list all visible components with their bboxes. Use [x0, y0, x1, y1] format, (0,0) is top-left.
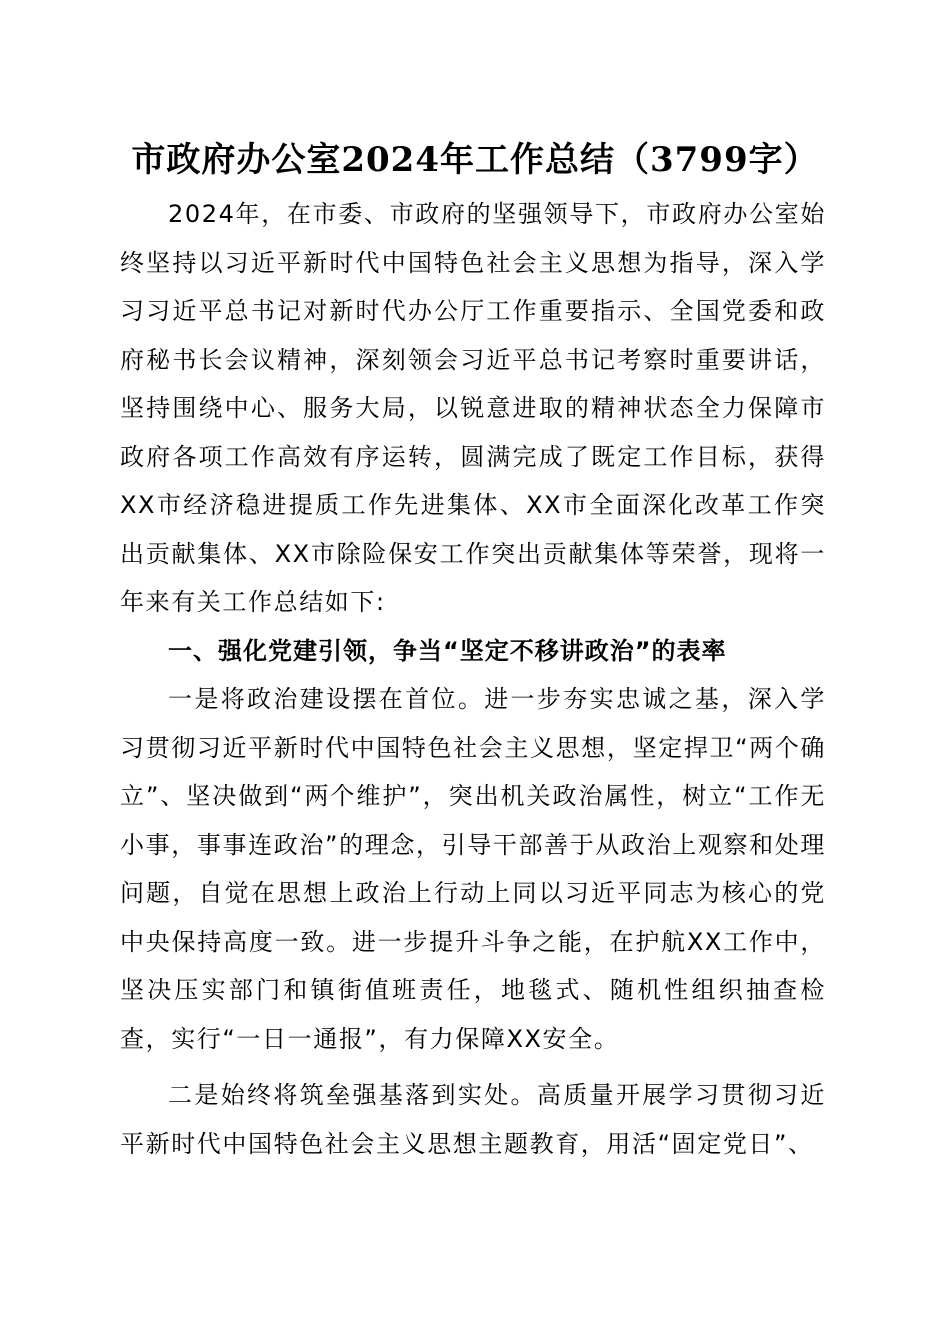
document-body: [120, 190, 826, 1168]
body-paragraph: 一是将政治建设摆在首位。进一步夯实忠诚之基，深入学习贯彻习近平新时代中国特色社会主义思想，坚定捍卫“两个确立”、坚决做到“两个维护”，突出机关政治属性，树立“工作无小事，事事连政治”的理念，引导干部善于从政治上观察和处理问题，自觉在思想上政治上行动上同以习近平同志为核心的党中央保持高度一致。进一步提升斗争之能，在护航XX工作中，坚决压实部门和镇街值班责任，地毯式、随机性组织抽查检查，实行“一日一通报”，有力保障XX安全。: [120, 685, 826, 1053]
document-title: 市政府办公室2024年工作总结（3799字）: [131, 140, 819, 180]
intro-paragraph: 2024年，在市委、市政府的坚强领导下，市政府办公室始终坚持以习近平新时代中国特色社会主义思想为指导，深入学习习近平总书记对新时代办公厅工作重要指示、全国党委和政府秘书长会议精神，深刻领会习近平总书记考察时重要讲话，坚持围绕中心、服务大局，以锐意进取的精神状态全力保障市政府各项工作高效有序运转，圆满完成了既定工作目标，获得XX市经济稳进提质工作先进集体、XX市全面深化改革工作突出贡献集体、XX市除险保安工作突出贡献集体等荣誉，现将一年来有关工作总结如下:: [120, 200, 826, 616]
section-heading: 一、强化党建引领，争当“坚定不移讲政治”的表率: [168, 636, 727, 665]
body-paragraph: 二是始终将筑垒强基落到实处。高质量开展学习贯彻习近平新时代中国特色社会主义思想主题教育，用活“固定党日”、: [120, 1081, 826, 1158]
